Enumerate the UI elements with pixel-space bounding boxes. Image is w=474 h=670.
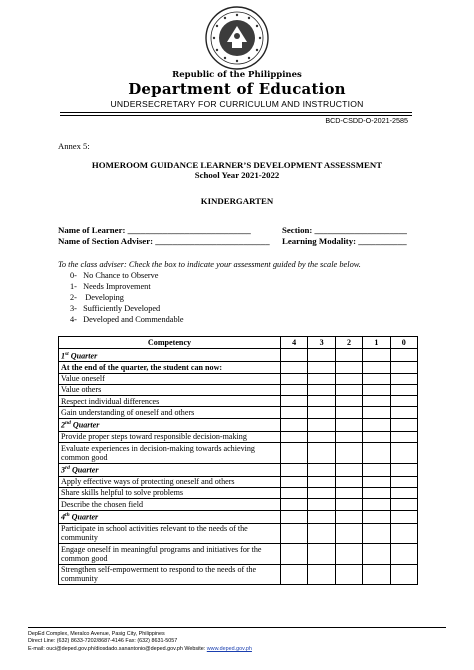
competency-q1-1: Value oneself [59, 373, 281, 384]
competency-q3-3-score-box-1[interactable] [363, 499, 390, 510]
header-score-3: 3 [308, 337, 335, 349]
quarter-2-row [59, 418, 418, 431]
scale-item-1: 1- Needs Improvement [70, 282, 151, 291]
quarter-1-row [59, 349, 418, 362]
quarter-4-heading [59, 510, 281, 523]
competency-q2-1-score-box-2[interactable] [335, 431, 362, 442]
competency-q1-4-score-box-0[interactable] [390, 407, 417, 418]
table-row [59, 487, 418, 498]
competency-q3-2-score-box-0[interactable] [390, 487, 417, 498]
quarter-3-score-box-1[interactable] [363, 463, 390, 476]
republic-heading: Republic of the Philippines [172, 70, 302, 80]
competency-q4-3-score-box-0[interactable] [390, 564, 417, 585]
grade-level: KINDERGARTEN [200, 196, 274, 206]
quarter-4-score-box-3[interactable] [308, 510, 335, 523]
header-competency: Competency [59, 337, 281, 349]
quarter-intro-score-box-1[interactable] [363, 362, 390, 373]
quarter-intro-score-box-3[interactable] [308, 362, 335, 373]
competency-q3-2-score-box-1[interactable] [363, 487, 390, 498]
document-number: BCD-CSDD-O-2021-2585 [325, 116, 408, 125]
competency-q2-1-score-box-3[interactable] [308, 431, 335, 442]
competency-q3-1-score-box-4[interactable] [281, 476, 308, 487]
scale-item-3: 3- Sufficiently Developed [70, 304, 161, 313]
quarter-2-score-box-3[interactable] [308, 418, 335, 431]
section-field[interactable]: Section: _____________________ [282, 225, 407, 235]
competency-q2-2-score-box-2[interactable] [335, 443, 362, 464]
quarter-word: Quarter [70, 420, 100, 430]
competency-q1-2-score-box-0[interactable] [390, 384, 417, 395]
competency-q2-1: Provide proper steps toward responsible decision-making [59, 431, 281, 442]
quarter-number: 4 [61, 512, 66, 522]
quarter-2-score-box-0[interactable] [390, 418, 417, 431]
competency-q4-1-score-box-1[interactable] [363, 523, 390, 544]
quarter-1-score-box-2[interactable] [335, 349, 362, 362]
competency-q1-2-score-box-3[interactable] [308, 384, 335, 395]
quarter-intro-score-box-0[interactable] [390, 362, 417, 373]
table-row [59, 499, 418, 510]
header-rule [60, 112, 412, 113]
competency-q3-2-score-box-2[interactable] [335, 487, 362, 498]
header-score-0: 0 [390, 337, 417, 349]
adviser-name-field[interactable]: Name of Section Adviser: __________________________ [58, 236, 270, 246]
quarter-4-score-box-0[interactable] [390, 510, 417, 523]
scale-item-4: 4- Developed and Commendable [70, 315, 184, 324]
header-score-2: 2 [335, 337, 362, 349]
competency-q1-4-score-box-1[interactable] [363, 407, 390, 418]
quarter-number: 3 [61, 465, 66, 475]
competency-q1-3-score-box-2[interactable] [335, 396, 362, 407]
table-row [59, 443, 418, 464]
competency-q1-2-score-box-2[interactable] [335, 384, 362, 395]
competency-q1-1-score-box-1[interactable] [363, 373, 390, 384]
quarter-number: 1 [61, 351, 66, 361]
table-row [59, 373, 418, 384]
website-link[interactable]: www.deped.gov.ph [206, 645, 252, 652]
quarter-suffix: nd [65, 420, 71, 427]
quarter-3-heading [59, 463, 281, 476]
quarter-word: Quarter [68, 351, 98, 361]
quarter-2-score-box-2[interactable] [335, 418, 362, 431]
competency-q4-2-score-box-1[interactable] [363, 544, 390, 565]
footer-contact [28, 646, 252, 653]
competency-q2-1-score-box-1[interactable] [363, 431, 390, 442]
competency-q2-2-score-box-1[interactable] [363, 443, 390, 464]
competency-q3-3-score-box-0[interactable] [390, 499, 417, 510]
competency-q1-2-score-box-1[interactable] [363, 384, 390, 395]
quarter-3-score-box-2[interactable] [335, 463, 362, 476]
competency-q1-1-score-box-4[interactable] [281, 373, 308, 384]
quarter-2-score-box-1[interactable] [363, 418, 390, 431]
department-heading: Department of Education [128, 80, 346, 98]
competency-q2-2: Evaluate experiences in decision-making towards achieving common good [59, 443, 281, 464]
competency-q1-3-score-box-1[interactable] [363, 396, 390, 407]
quarter-4-row [59, 510, 418, 523]
quarter-2-score-box-4[interactable] [281, 418, 308, 431]
competency-q1-2: Value others [59, 384, 281, 395]
table-row [59, 384, 418, 395]
header-score-4: 4 [281, 337, 308, 349]
competency-q1-3: Respect individual differences [59, 396, 281, 407]
table-row [59, 564, 418, 585]
learning-modality-field[interactable]: Learning Modality: ___________ [282, 236, 407, 246]
quarter-1-score-box-4[interactable] [281, 349, 308, 362]
quarter-1-score-box-3[interactable] [308, 349, 335, 362]
header-score-1: 1 [363, 337, 390, 349]
competency-q2-1-score-box-4[interactable] [281, 431, 308, 442]
quarter-1-score-box-1[interactable] [363, 349, 390, 362]
table-header-row [59, 337, 418, 349]
competency-q3-3-score-box-4[interactable] [281, 499, 308, 510]
table-row [59, 396, 418, 407]
competency-q3-3-score-box-2[interactable] [335, 499, 362, 510]
undersecretary-heading: UNDERSECRETARY FOR CURRICULUM AND INSTRUCTION [110, 99, 364, 109]
competency-q4-3-score-box-1[interactable] [363, 564, 390, 585]
footer-email: E-mail: ouci@deped.gov.ph/diosdado.sanantonio@deped.gov.ph Website: [28, 645, 207, 652]
competency-q3-2-score-box-4[interactable] [281, 487, 308, 498]
scale-item-2: 2- Developing [70, 293, 124, 302]
quarter-4-score-box-2[interactable] [335, 510, 362, 523]
table-row [59, 523, 418, 544]
quarter-2-heading [59, 418, 281, 431]
competency-q4-2-score-box-4[interactable] [281, 544, 308, 565]
quarter-intro: At the end of the quarter, the student can now: [59, 362, 281, 373]
competency-q1-3-score-box-4[interactable] [281, 396, 308, 407]
footer [28, 631, 252, 653]
competency-q3-1-score-box-0[interactable] [390, 476, 417, 487]
document-title: HOMEROOM GUIDANCE LEARNER’S DEVELOPMENT ASSESSMENT [91, 160, 383, 170]
deped-seal-logo [205, 6, 269, 70]
competency-q1-3-score-box-0[interactable] [390, 396, 417, 407]
quarter-suffix: th [65, 512, 70, 519]
quarter-intro-score-box-4[interactable] [281, 362, 308, 373]
competency-q3-1-score-box-3[interactable] [308, 476, 335, 487]
instruction-text: To the class adviser: Check the box to indicate your assessment guided by the scale below. [58, 260, 361, 269]
table-row [59, 544, 418, 565]
competency-q4-3-score-box-4[interactable] [281, 564, 308, 585]
competency-q2-2-score-box-3[interactable] [308, 443, 335, 464]
competency-q3-1: Apply effective ways of protecting oneself and others [59, 476, 281, 487]
competency-q3-1-score-box-1[interactable] [363, 476, 390, 487]
learner-name-field[interactable]: Name of Learner: ____________________________ [58, 225, 251, 235]
quarter-word: Quarter [69, 465, 99, 475]
competency-q1-1-score-box-2[interactable] [335, 373, 362, 384]
competency-q3-3-score-box-3[interactable] [308, 499, 335, 510]
competency-q4-1-score-box-4[interactable] [281, 523, 308, 544]
competency-q4-2-score-box-2[interactable] [335, 544, 362, 565]
competency-q3-2-score-box-3[interactable] [308, 487, 335, 498]
competency-q1-4-score-box-3[interactable] [308, 407, 335, 418]
competency-q4-2: Engage oneself in meaningful programs and initiatives for the common good [59, 544, 281, 565]
competency-q2-2-score-box-4[interactable] [281, 443, 308, 464]
quarter-1-heading [59, 349, 281, 362]
competency-q2-2-score-box-0[interactable] [390, 443, 417, 464]
competency-q4-3-score-box-2[interactable] [335, 564, 362, 585]
scale-item-0: 0- No Chance to Observe [70, 271, 159, 280]
quarter-4-score-box-4[interactable] [281, 510, 308, 523]
competency-q4-3: Strengthen self-empowerment to respond to the needs of the community [59, 564, 281, 585]
competency-q4-1-score-box-2[interactable] [335, 523, 362, 544]
competency-q4-1: Participate in school activities relevant to the needs of the community [59, 523, 281, 544]
competency-q2-1-score-box-0[interactable] [390, 431, 417, 442]
footer-phones: Direct Line: (632) 8633-7202/8687-4146 Fax: (632) 8631-5057 [28, 638, 178, 645]
quarter-3-score-box-3[interactable] [308, 463, 335, 476]
competency-q4-3-score-box-3[interactable] [308, 564, 335, 585]
table-row [59, 431, 418, 442]
quarter-3-score-box-4[interactable] [281, 463, 308, 476]
quarter-number: 2 [61, 420, 66, 430]
table-row [59, 407, 418, 418]
footer-address: DepEd Complex, Meralco Avenue, Pasig City, Philippines [28, 631, 165, 637]
quarter-suffix: st [65, 350, 69, 357]
competency-q1-1-score-box-0[interactable] [390, 373, 417, 384]
assessment-table [58, 336, 418, 585]
competency-q1-2-score-box-4[interactable] [281, 384, 308, 395]
competency-q1-4-score-box-2[interactable] [335, 407, 362, 418]
competency-q1-4-score-box-4[interactable] [281, 407, 308, 418]
competency-q4-2-score-box-3[interactable] [308, 544, 335, 565]
quarter-word: Quarter [69, 512, 99, 522]
table-row [59, 362, 418, 373]
footer-rule [28, 627, 446, 628]
table-row [59, 476, 418, 487]
quarter-1-score-box-0[interactable] [390, 349, 417, 362]
annex-label: Annex 5: [58, 141, 90, 151]
quarter-3-row [59, 463, 418, 476]
competency-q3-1-score-box-2[interactable] [335, 476, 362, 487]
competency-q4-2-score-box-0[interactable] [390, 544, 417, 565]
competency-q1-3-score-box-3[interactable] [308, 396, 335, 407]
competency-q4-1-score-box-0[interactable] [390, 523, 417, 544]
competency-q1-1-score-box-3[interactable] [308, 373, 335, 384]
competency-q1-4: Gain understanding of oneself and others [59, 407, 281, 418]
quarter-intro-score-box-2[interactable] [335, 362, 362, 373]
quarter-3-score-box-0[interactable] [390, 463, 417, 476]
competency-q3-2: Share skills helpful to solve problems [59, 487, 281, 498]
competency-q4-1-score-box-3[interactable] [308, 523, 335, 544]
quarter-4-score-box-1[interactable] [363, 510, 390, 523]
competency-q3-3: Describe the chosen field [59, 499, 281, 510]
school-year: School Year 2021-2022 [194, 170, 280, 180]
quarter-suffix: rd [65, 465, 70, 472]
